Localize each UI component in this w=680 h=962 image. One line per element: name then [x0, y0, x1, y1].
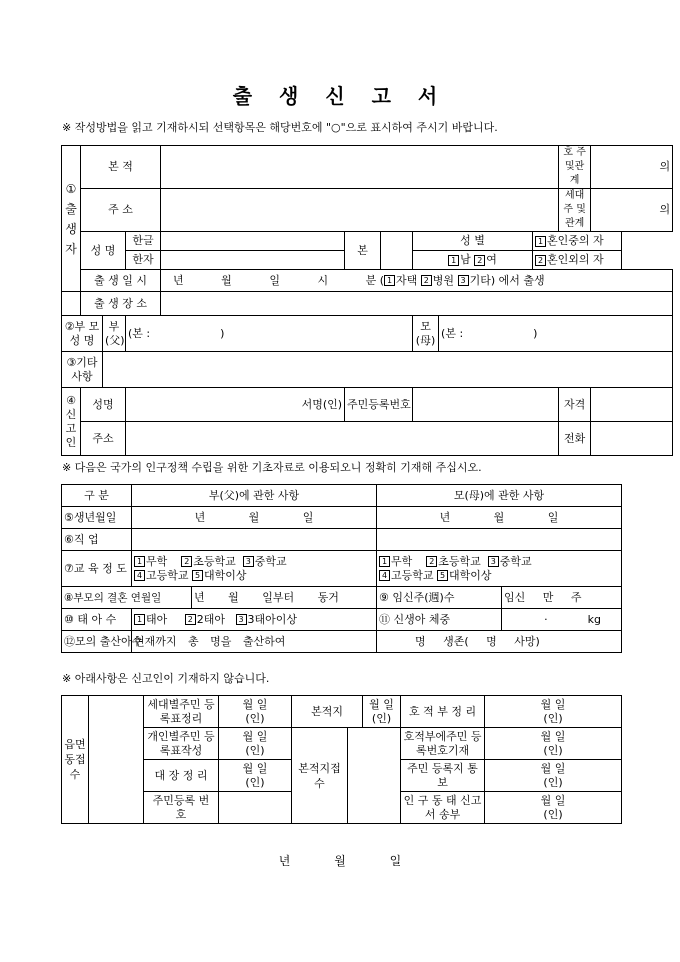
bonjeokji-label: 본적지	[292, 696, 363, 728]
edu-box-4: 4	[134, 570, 145, 581]
father-field[interactable]	[126, 316, 413, 352]
weight-label: ⑪ 신생아 체중	[377, 609, 502, 631]
bonjeokji-date[interactable]	[363, 696, 401, 728]
office-c4-date[interactable]	[485, 792, 622, 824]
fetus-box-2: 2	[185, 614, 196, 625]
mother-bon-close: )	[533, 326, 538, 340]
date-label: 월 일	[242, 761, 268, 775]
office-r3: 대 장 정 리	[144, 760, 219, 792]
reporter-address-field[interactable]	[126, 422, 559, 456]
weight-unit: kg	[587, 612, 601, 626]
office-note: ※ 아래사항은 신고인이 기재하지 않습니다.	[62, 672, 270, 685]
marriage-in-option[interactable]	[533, 232, 622, 251]
reporter-label: ④신고인	[62, 388, 81, 456]
date-label: 월 일	[540, 729, 566, 743]
edu-box-4: 4	[379, 570, 390, 581]
other-text: 기타	[469, 273, 491, 287]
office-c4: 인 구 동 태 신고서 송부	[401, 792, 485, 824]
other-label-bottom: 사항	[71, 369, 93, 383]
fetus-item-1: 태아	[146, 612, 168, 626]
option-box-female: 2	[474, 255, 485, 266]
gubun-label: 구 분	[62, 485, 132, 507]
mother-bon-open: (본 :	[441, 326, 464, 340]
hanja-label: 한자	[126, 251, 161, 270]
bon-label: 본	[345, 232, 381, 270]
edu-box-1: 1	[379, 556, 390, 567]
mother-label: 모 (母)	[413, 316, 439, 352]
office-r4-field[interactable]	[219, 792, 292, 824]
marriage-out-text: 혼인외의 자	[547, 253, 604, 266]
name-label: 성 명	[81, 232, 126, 270]
fetus-count-options[interactable]	[132, 609, 377, 631]
office-use-table	[61, 695, 622, 824]
mother-education-options[interactable]	[377, 551, 622, 587]
edu-item-4: 고등학교	[146, 568, 189, 582]
qualification-label: 자격	[559, 388, 591, 422]
option-box-2: 2	[535, 255, 546, 266]
edu-item-5: 대학이상	[449, 568, 492, 582]
birth-time-label: 출 생 일 시	[81, 270, 161, 292]
father-bon-open: (본 :	[128, 326, 151, 340]
birth-time-field[interactable]	[161, 270, 673, 292]
father-label: 부 (父)	[103, 316, 126, 352]
stamp-label: (인)	[543, 711, 563, 725]
juso-field[interactable]	[161, 189, 559, 232]
marriage-date-field[interactable]: 년 월 일부터 동거	[192, 587, 377, 609]
date-label: 월 일	[242, 697, 268, 711]
stamp-label: (인)	[245, 775, 265, 789]
bonjeok-field[interactable]	[161, 146, 559, 189]
mother-job-field[interactable]	[377, 529, 622, 551]
blank-cell	[62, 292, 81, 316]
bon-field[interactable]	[381, 232, 413, 270]
sedaeju-ui-label: 의	[591, 189, 673, 232]
other-label-top: ③기타	[66, 355, 98, 369]
edu-item-3: 중학교	[499, 554, 532, 568]
fetus-count-label: ⑩ 태 아 수	[62, 609, 132, 631]
bonjeok-jeopsu-field[interactable]	[348, 728, 401, 824]
day-label: 일	[269, 273, 280, 287]
father-bon-close: )	[220, 326, 225, 340]
edu-box-3: 3	[243, 556, 254, 567]
edu-box-2: 2	[181, 556, 192, 567]
date-label: 월 일	[242, 729, 268, 743]
option-box-hospital: 2	[421, 275, 432, 286]
births-field[interactable]: 현재까지 총 명을 출산하여	[132, 631, 377, 653]
edu-item-5: 대학이상	[204, 568, 247, 582]
parents-label-top: ②부 모	[64, 319, 100, 333]
office-label: 읍면동접수	[62, 696, 89, 824]
office-r4: 주민등록 번 호	[144, 792, 219, 824]
office-c1-date[interactable]	[485, 696, 622, 728]
edu-item-1: 무학	[146, 554, 168, 568]
option-box-home: 1	[384, 275, 395, 286]
hangul-label: 한글	[126, 232, 161, 251]
edu-box-3: 3	[488, 556, 499, 567]
date-label: 월 일	[540, 793, 566, 807]
office-c3: 주민 등록지 통 보	[401, 760, 485, 792]
office-r3-date[interactable]	[219, 760, 292, 792]
edu-box-1: 1	[134, 556, 145, 567]
reporter-address-label: 주소	[81, 422, 126, 456]
birth-place-field[interactable]	[161, 292, 673, 316]
statistics-note: ※ 다음은 국가의 인구정책 수립을 위한 기초자료로 이용되오니 정확히 기재해 주십시오.	[62, 461, 482, 474]
hoju-ui-label: 의	[591, 146, 673, 189]
office-blank	[89, 696, 144, 824]
office-c2-date[interactable]	[485, 728, 622, 760]
fetus-box-3: 3	[236, 614, 247, 625]
paren-open: (	[379, 273, 385, 287]
birth-person-label: ①출생자	[62, 146, 81, 292]
stamp-label: (인)	[543, 775, 563, 789]
reporter-name-label: 성명	[81, 388, 126, 422]
father-education-options[interactable]	[132, 551, 377, 587]
weight-field[interactable]	[502, 609, 622, 631]
juso-label: 주 소	[81, 189, 161, 232]
fetus-box-1: 1	[134, 614, 145, 625]
office-r1-date[interactable]	[219, 696, 292, 728]
edu-item-1: 무학	[391, 554, 413, 568]
birth-report-table	[61, 145, 673, 456]
job-label: ⑥직 업	[62, 529, 132, 551]
edu-item-2: 초등학교	[193, 554, 236, 568]
minute-label: 분	[365, 273, 377, 287]
other-matters-field[interactable]	[103, 352, 673, 388]
option-box-1: 1	[535, 236, 546, 247]
gender-label: 성 별	[413, 232, 533, 251]
edu-box-2: 2	[426, 556, 437, 567]
preg-weeks-field[interactable]: 임신 만 주	[502, 587, 622, 609]
office-c2: 호적부에주민 등록번호기재	[401, 728, 485, 760]
bonjeok-jeopsu-label: 본적지접수	[292, 728, 348, 824]
male-text: 남	[460, 253, 471, 266]
hanja-name-field[interactable]	[161, 251, 345, 270]
parents-label-bottom: 성 명	[69, 333, 95, 347]
weight-dot: ·	[544, 612, 548, 626]
office-c3-date[interactable]	[485, 760, 622, 792]
other-matters-label	[62, 352, 103, 388]
phone-label: 전화	[559, 422, 591, 456]
report-date[interactable]: 년 월 일	[278, 854, 402, 868]
edu-box-5: 5	[192, 570, 203, 581]
stamp-label: (인)	[371, 711, 392, 725]
gender-options[interactable]	[413, 251, 533, 270]
office-r2-date[interactable]	[219, 728, 292, 760]
fetus-item-3: 3태아이상	[247, 612, 298, 626]
father-birthdate-field[interactable]: 년 월 일	[132, 507, 377, 529]
month-label: 월	[221, 273, 232, 287]
alive-field[interactable]: 명 생존( 명 사망)	[377, 631, 622, 653]
education-label: ⑦교 육 정 도	[62, 551, 132, 587]
rrn-label: 주민등록번호	[345, 388, 413, 422]
marriage-date-label: ⑧부모의 결혼 연월일	[62, 587, 192, 609]
phone-field[interactable]	[591, 422, 673, 456]
home-text: 자택	[396, 273, 418, 287]
hospital-text: 병원	[432, 273, 455, 287]
paren-close-text: ) 에서 출생	[490, 273, 545, 287]
edu-box-5: 5	[437, 570, 448, 581]
office-r2: 개인별주민 등록표작성	[144, 728, 219, 760]
mother-birthdate-field[interactable]: 년 월 일	[377, 507, 622, 529]
edu-item-4: 고등학교	[391, 568, 434, 582]
bonjeok-label: 본 적	[81, 146, 161, 189]
birthdate-label: ⑤생년월일	[62, 507, 132, 529]
stamp-label: (인)	[543, 743, 563, 757]
marriage-out-option[interactable]	[533, 251, 622, 270]
birth-place-label: 출 생 장 소	[81, 292, 161, 316]
hoju-relation-label: 호 주 및관계	[559, 146, 591, 189]
office-c1: 호 적 부 정 리	[401, 696, 485, 728]
option-box-other: 3	[458, 275, 469, 286]
hangul-name-field[interactable]	[161, 232, 345, 251]
office-r1: 세대별주민 등록표정리	[144, 696, 219, 728]
parents-label	[62, 316, 103, 352]
date-label: 월 일	[540, 697, 566, 711]
fetus-item-2: 2태아	[196, 612, 226, 626]
rrn-field[interactable]	[413, 388, 559, 422]
mother-field[interactable]	[439, 316, 673, 352]
births-label: ⑫모의 출산아수	[62, 631, 132, 653]
mother-head: 모(母)에 관한 사항	[377, 485, 622, 507]
marriage-in-text: 혼인중의 자	[547, 234, 604, 247]
year-label: 년	[173, 273, 184, 287]
father-job-field[interactable]	[132, 529, 377, 551]
stamp-label: (인)	[245, 711, 265, 725]
instruction-note: ※ 작성방법을 읽고 기재하시되 선택항목은 해당번호에 "○"으로 표시하여 주시기 바랍니다.	[62, 121, 498, 134]
hour-label: 시	[317, 273, 329, 287]
date-label: 월 일	[540, 761, 566, 775]
edu-item-2: 초등학교	[438, 554, 481, 568]
sedaeju-relation-label: 세대주 및관계	[559, 189, 591, 232]
stamp-label: (인)	[245, 743, 265, 757]
stamp-label: (인)	[543, 807, 563, 821]
reporter-name-field[interactable]: 서명(인)	[126, 388, 345, 422]
form-title: 출 생 신 고 서	[232, 84, 448, 108]
statistics-table	[61, 484, 622, 653]
preg-weeks-label: ⑨ 임신주(週)수	[377, 587, 502, 609]
date-label: 월 일	[369, 697, 394, 711]
option-box-male: 1	[448, 255, 459, 266]
qualification-field[interactable]	[591, 388, 673, 422]
father-head: 부(父)에 관한 사항	[132, 485, 377, 507]
edu-item-3: 중학교	[254, 554, 287, 568]
female-text: 여	[486, 253, 497, 266]
